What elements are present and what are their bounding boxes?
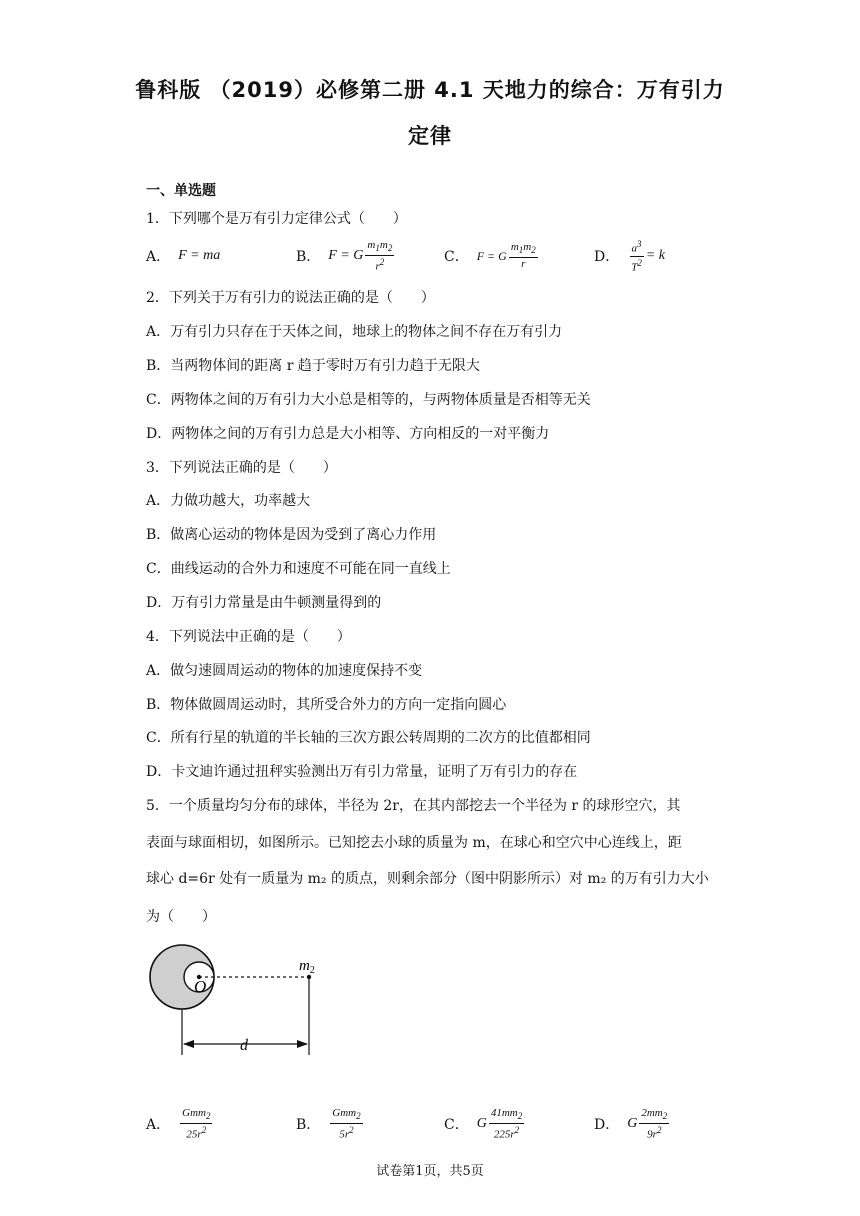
q1-stem: 1．下列哪个是万有引力定律公式（ ） — [146, 211, 407, 227]
q5-option-d — [594, 1104, 671, 1144]
answer-formula-c: G $\frac{41mm_2}{225r^2}$ — [476, 1106, 523, 1141]
q1-option-a — [146, 236, 220, 276]
q5-option-c — [444, 1104, 526, 1144]
q1-option-label: D． — [594, 249, 620, 265]
q3-option-c: C．曲线运动的合外力和速度不可能在同一直线上 — [146, 561, 451, 577]
q5-option-a — [146, 1104, 214, 1144]
q1-option-label: A． — [146, 249, 171, 265]
q1-option-label: C． — [444, 249, 469, 265]
page-title-line2: 定律 — [408, 124, 452, 148]
q2-option-d: D．两物体之间的万有引力总是大小相等、方向相反的一对平衡力 — [146, 426, 550, 442]
center-label-o: O — [194, 977, 207, 996]
q2-option-c: C．两物体之间的万有引力大小总是相等的，与两物体质量是否相等无关 — [146, 392, 591, 408]
q4-option-b: B．物体做圆周运动时，其所受合外力的方向一定指向圆心 — [146, 697, 507, 713]
answer-formula-a: $\frac{Gmm_2}{25r^2}$ — [182, 1106, 211, 1141]
q5-option-label: A． — [146, 1117, 171, 1133]
q4-option-d: D．卡文迪许通过扭秤实验测出万有引力常量，证明了万有引力的存在 — [146, 764, 578, 780]
q2-stem: 2．下列关于万有引力的说法正确的是（ ） — [146, 290, 435, 306]
q1-option-c — [444, 236, 540, 276]
distance-label-d: d — [240, 1037, 248, 1054]
q1-option-d — [594, 236, 665, 276]
page-title-line1: 鲁科版 （2019）必修第二册 4.1 天地力的综合：万有引力 — [135, 78, 725, 102]
answer-formula-d: G $\frac{2mm_2}{9r^2}$ — [627, 1106, 668, 1141]
sphere-cavity-figure — [140, 935, 340, 1065]
q5-stem-line4: 为（ ） — [146, 909, 216, 925]
q3-stem: 3．下列说法正确的是（ ） — [146, 460, 337, 476]
arrow-right-head-icon — [297, 1040, 308, 1048]
q5-stem-line1: 5．一个质量均匀分布的球体，半径为 2r，在其内部挖去一个半径为 r 的球形空穴，其 — [146, 798, 681, 814]
q3-option-a: A．力做功越大，功率越大 — [146, 493, 311, 509]
q5-option-b — [296, 1104, 365, 1144]
formula-gravitation: F = G $\frac{m_1m_2}{r^2}$ — [328, 238, 393, 273]
arrow-left-head-icon — [183, 1040, 194, 1048]
q5-option-label: C． — [444, 1117, 469, 1133]
formula-inverse-r: F = G $\frac{m_1m_2}{r}$ — [476, 240, 536, 271]
q5-stem-line2: 表面与球面相切，如图所示。已知挖去小球的质量为 m，在球心和空穴中心连线上，距 — [146, 835, 682, 851]
section-heading: 一、单选题 — [146, 183, 216, 199]
q3-option-b: B．做离心运动的物体是因为受到了离心力作用 — [146, 527, 437, 543]
q4-option-a: A．做匀速圆周运动的物体的加速度保持不变 — [146, 663, 423, 679]
q1-option-b — [296, 236, 396, 276]
page-footer: 试卷第1页，共5页 — [376, 1164, 484, 1179]
q1-option-label: B． — [296, 249, 321, 265]
formula-kepler: $\frac{a^3}{T^2}$ = k — [631, 238, 666, 274]
q4-stem: 4．下列说法中正确的是（ ） — [146, 629, 351, 645]
q2-option-a: A．万有引力只存在于天体之间，地球上的物体之间不存在万有引力 — [146, 324, 563, 340]
formula-f-ma: F = ma — [178, 248, 221, 263]
q5-option-label: D． — [594, 1117, 620, 1133]
q5-options — [146, 1104, 706, 1144]
q1-options — [146, 236, 706, 276]
q3-option-d: D．万有引力常量是由牛顿测量得到的 — [146, 595, 382, 611]
answer-formula-b: $\frac{Gmm_2}{5r^2}$ — [332, 1106, 361, 1141]
mass-label: $m_2$ — [299, 958, 315, 976]
q2-option-b: B．当两物体间的距离 r 趋于零时万有引力趋于无限大 — [146, 358, 480, 374]
q5-stem-line3: 球心 d=6r 处有一质量为 m₂ 的质点，则剩余部分（图中阴影所示）对 m₂ 的万有引力大小 — [146, 871, 709, 887]
q5-option-label: B． — [296, 1117, 321, 1133]
q4-option-c: C．所有行星的轨道的半长轴的三次方跟公转周期的二次方的比值都相同 — [146, 730, 591, 746]
